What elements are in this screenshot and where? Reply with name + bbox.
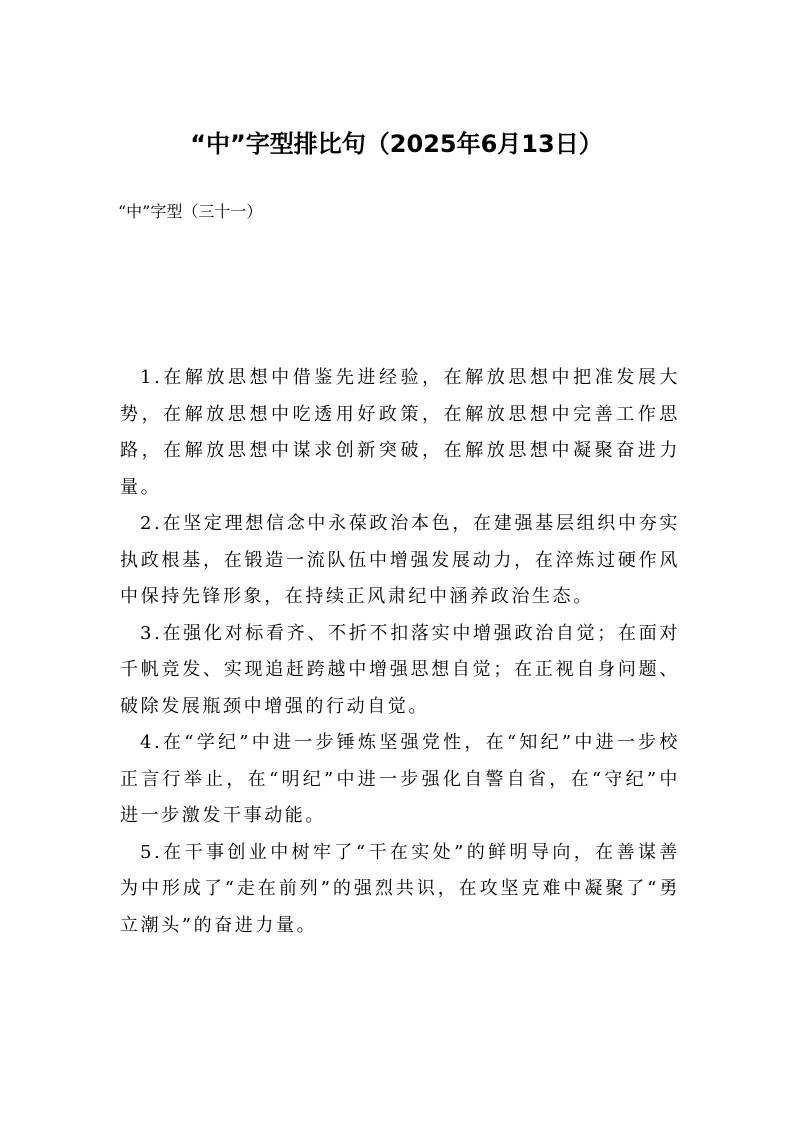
paragraph-4: 4.在“学纪”中进一步锤炼坚强党性，在“知纪”中进一步校正言行举止，在“明纪”中进一步强化自警自省，在“守纪”中进一步激发干事动能。 (120, 732, 680, 826)
document-subtitle: “中”字型（三十一） (118, 202, 263, 221)
paragraph-2: 2.在坚定理想信念中永葆政治本色，在建强基层组织中夯实执政根基，在锻造一流队伍中增强发展动力，在淬炼过硬作风中保持先锋形象，在持续正风肃纪中涵养政治生态。 (120, 513, 680, 607)
paragraph-5: 5.在干事创业中树牢了“干在实处”的鲜明导向，在善谋善为中形成了“走在前列”的强烈共识，在攻坚克难中凝聚了“勇立潮头”的奋进力量。 (120, 841, 680, 936)
document-body (120, 360, 680, 944)
paragraph-1: 1.在解放思想中借鉴先进经验，在解放思想中把准发展大势，在解放思想中吃透用好政策，在解放思想中完善工作思路，在解放思想中谋求创新突破，在解放思想中凝聚奋进力量。 (120, 367, 680, 498)
paragraph-3: 3.在强化对标看齐、不折不扣落实中增强政治自觉；在面对千帆竞发、实现追赶跨越中增强思想自觉；在正视自身问题、破除发展瓶颈中增强的行动自觉。 (120, 622, 680, 717)
document-title: “中”字型排比句（2025年6月13日） (190, 130, 603, 158)
